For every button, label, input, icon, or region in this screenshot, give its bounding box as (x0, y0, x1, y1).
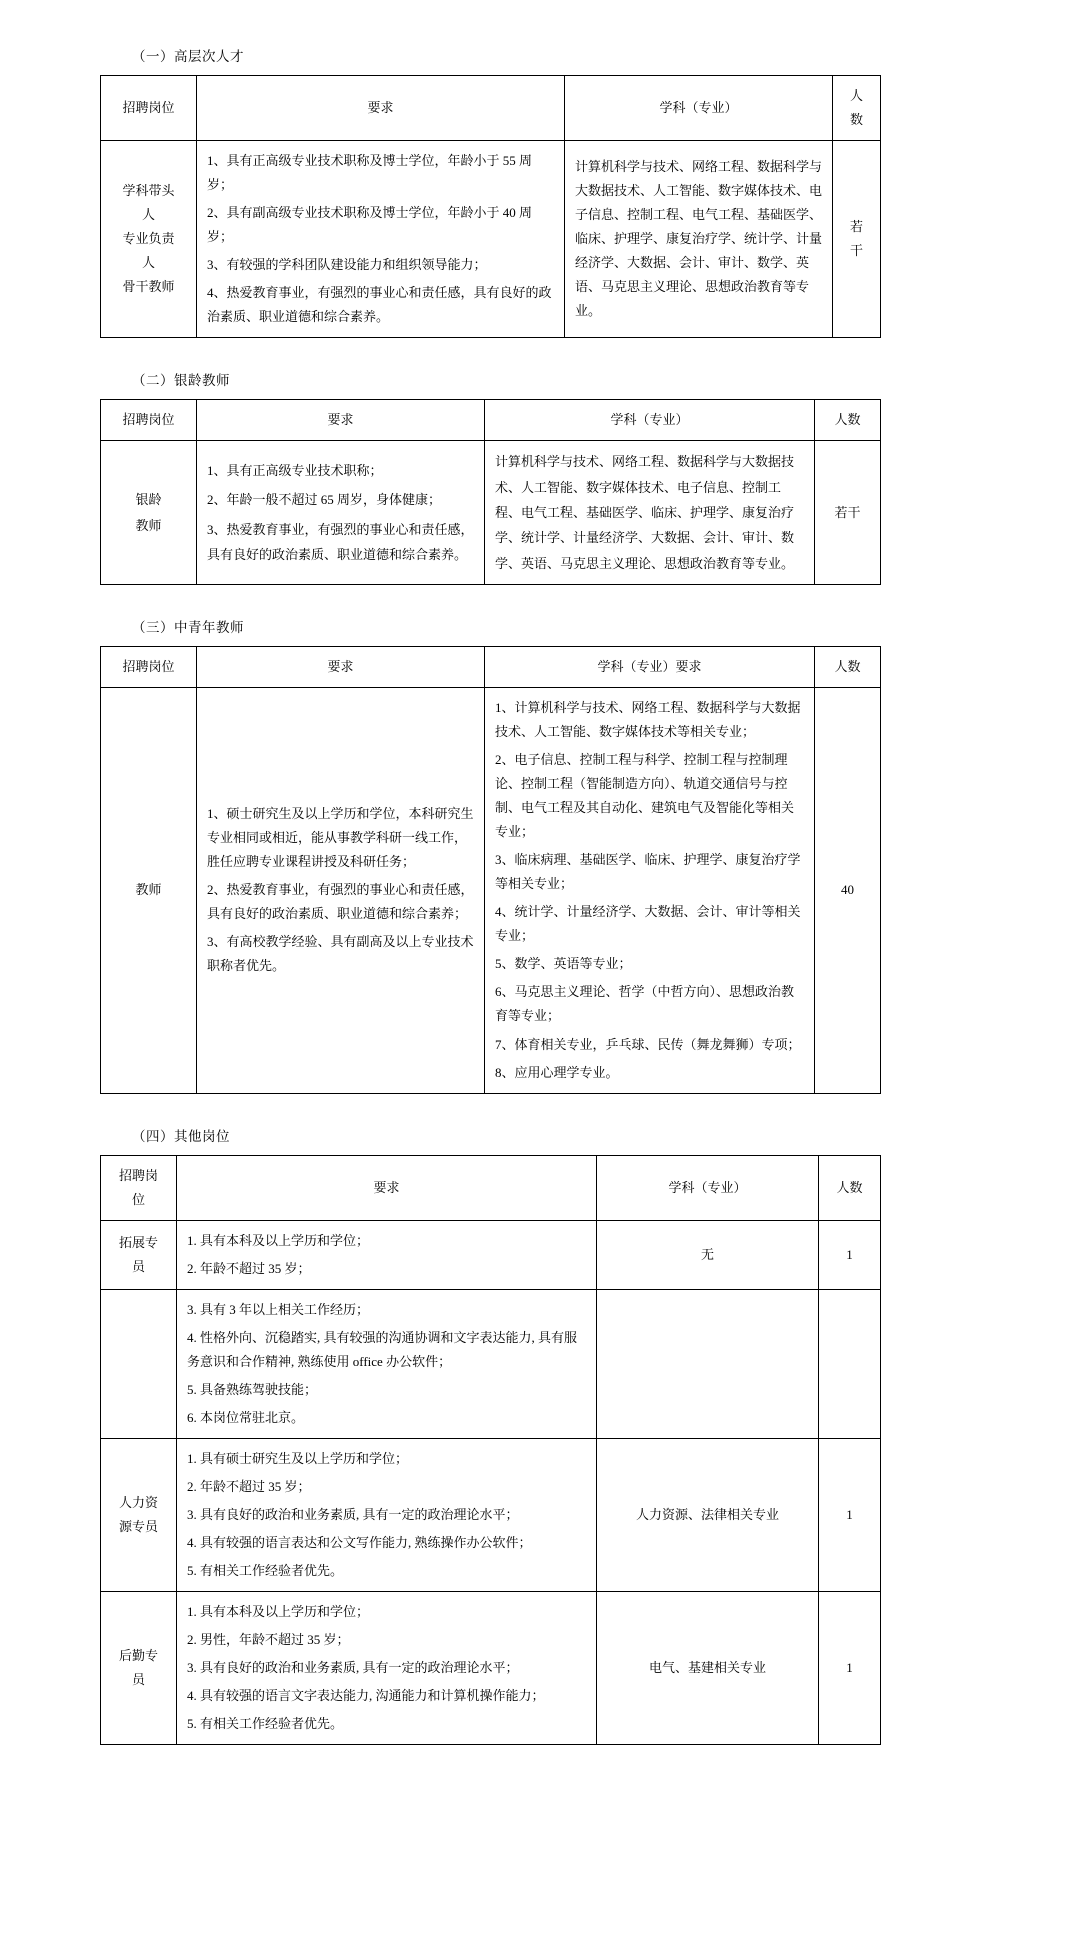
major-item: 5、数学、英语等专业； (495, 956, 632, 972)
header-count: 人数 (815, 400, 881, 441)
requirement-item: 2. 男性，年龄不超过 35 岁； (187, 1632, 350, 1648)
section-senior-teacher (100, 372, 980, 585)
other-posts-table (100, 1155, 881, 1746)
requirement-item: 5. 有相关工作经验者优先。 (187, 1563, 344, 1579)
table-header-row (101, 1155, 881, 1220)
section-high-level-talent (100, 48, 980, 338)
post-line: 源专员 (118, 1519, 158, 1535)
major-item: 7、体育相关专业，乒乓球、民传（舞龙舞狮）专项； (495, 1036, 801, 1052)
post-line: 学科带头 (122, 183, 175, 199)
count-cell (833, 140, 881, 337)
section-title: （二）银龄教师 (132, 373, 230, 389)
major-item: 8、应用心理学专业。 (495, 1064, 619, 1080)
requirements-cell (177, 1438, 597, 1591)
table-header-row (101, 646, 881, 687)
requirement-item: 2、热爱教育事业，有强烈的事业心和责任感，具有良好的政治素质、职业道德和综合素养； (207, 882, 474, 922)
count-cell: 40 (815, 687, 881, 1093)
post-cell (101, 441, 197, 585)
major-cell (485, 687, 815, 1093)
post-cell (101, 1592, 177, 1745)
post-cell (101, 1289, 177, 1438)
header-count: 人数 (819, 1155, 881, 1220)
requirement-item: 2、年龄一般不超过 65 周岁，身体健康； (207, 492, 442, 508)
header-requirements: 要求 (197, 646, 485, 687)
post-line: 员 (131, 1672, 145, 1688)
post-line: 拓展专 (118, 1234, 158, 1250)
requirement-item: 2. 年龄不超过 35 岁； (187, 1260, 311, 1276)
requirement-item: 1. 具有本科及以上学历和学位； (187, 1604, 370, 1620)
section-title: （一）高层次人才 (132, 49, 244, 64)
major-item: 1、计算机科学与技术、网络工程、数据科学与大数据技术、人工智能、数字媒体技术等相关专业； (495, 699, 801, 739)
major-item: 6、马克思主义理论、哲学（中哲方向）、思想政治教育等专业； (495, 984, 795, 1024)
header-major: 学科（专业） (485, 400, 815, 441)
requirement-item: 1、具有正高级专业技术职称； (207, 462, 383, 478)
table-row (101, 1592, 881, 1745)
post-line: 专业负责 (122, 231, 175, 247)
requirement-item: 6. 本岗位常驻北京。 (187, 1409, 305, 1425)
count-cell: 1 (819, 1438, 881, 1591)
table-row (101, 1289, 881, 1438)
requirements-cell (197, 140, 565, 337)
header-post (101, 1155, 177, 1220)
requirement-item: 1、具有正高级专业技术职称及博士学位，年龄小于 55 周岁； (207, 152, 533, 193)
talent-table (100, 75, 881, 338)
header-count: 人数 (815, 646, 881, 687)
requirement-item: 4. 性格外向、沉稳踏实, 具有较强的沟通协调和文字表达能力, 具有服务意识和合作精神, 熟练使用 office 办公软件； (187, 1329, 578, 1369)
requirement-item: 3、有较强的学科团队建设能力和组织领导能力； (207, 257, 487, 273)
major-cell: 人力资源、法律相关专业 (597, 1438, 819, 1591)
post-line: 后勤专 (118, 1648, 158, 1664)
header-requirements: 要求 (177, 1155, 597, 1220)
requirements-cell (177, 1220, 597, 1289)
major-item: 4、统计学、计量经济学、大数据、会计、审计等相关专业； (495, 904, 801, 944)
header-post-line1: 招聘岗 (118, 1167, 158, 1183)
requirements-cell (197, 687, 485, 1093)
major-item: 3、临床病理、基础医学、临床、护理学、康复治疗学等相关专业； (495, 852, 801, 892)
post-cell (101, 1438, 177, 1591)
section-title: （三）中青年教师 (132, 619, 244, 635)
major-cell: 无 (597, 1220, 819, 1289)
post-line: 人 (141, 255, 155, 271)
requirements-cell (177, 1289, 597, 1438)
header-count-line2: 数 (849, 111, 863, 127)
header-post: 招聘岗位 (101, 400, 197, 441)
post-line: 员 (131, 1258, 145, 1274)
post-line: 人 (141, 207, 155, 223)
requirement-item: 4. 具有较强的语言表达和公文写作能力, 熟练操作办公软件； (187, 1535, 532, 1551)
major-cell: 计算机科学与技术、网络工程、数据科学与大数据技术、人工智能、数字媒体技术、电子信息、控制工程、电气工程、基础医学、临床、护理学、康复治疗学、统计学、计量经济学、大数据、会计、审计、数学、英语、马克思主义理论、思想政治教育等专业。 (565, 140, 833, 337)
section-title: （四）其他岗位 (132, 1128, 230, 1144)
requirement-item: 5. 具备熟练驾驶技能； (187, 1381, 318, 1397)
requirement-item: 3. 具有良好的政治和业务素质, 具有一定的政治理论水平； (187, 1507, 519, 1523)
section-other-posts (100, 1128, 980, 1746)
count-cell: 1 (819, 1220, 881, 1289)
header-major: 学科（专业） (597, 1155, 819, 1220)
table-row (101, 1438, 881, 1591)
post-cell: 教师 (101, 687, 197, 1093)
header-post: 招聘岗位 (101, 75, 197, 140)
count-cell (819, 1289, 881, 1438)
major-cell: 计算机科学与技术、网络工程、数据科学与大数据技术、人工智能、数字媒体技术、电子信息、控制工程、电气工程、基础医学、临床、护理学、康复治疗学、统计学、计量经济学、大数据、会计、审计、数学、英语、马克思主义理论、思想政治教育等专业。 (485, 441, 815, 585)
requirement-item: 3. 具有良好的政治和业务素质, 具有一定的政治理论水平； (187, 1660, 519, 1676)
table-row (101, 441, 881, 585)
requirement-item: 3、有高校教学经验、具有副高及以上专业技术职称者优先。 (207, 934, 474, 974)
post-line: 银龄 (135, 492, 162, 508)
header-major: 学科（专业） (565, 75, 833, 140)
requirements-cell (177, 1592, 597, 1745)
table-row (101, 1220, 881, 1289)
post-line: 教师 (135, 517, 162, 533)
section-young-teacher (100, 619, 980, 1094)
requirement-item: 1. 具有本科及以上学历和学位； (187, 1232, 370, 1248)
requirement-item: 2、具有副高级专业技术职称及博士学位，年龄小于 40 周岁； (207, 205, 533, 245)
young-teacher-table (100, 646, 881, 1094)
requirement-item: 5. 有相关工作经验者优先。 (187, 1716, 344, 1732)
count-cell: 若干 (815, 441, 881, 585)
post-line: 骨干教师 (122, 279, 175, 295)
header-post: 招聘岗位 (101, 646, 197, 687)
requirements-cell (197, 441, 485, 585)
table-header-row (101, 75, 881, 140)
requirement-item: 4. 具有较强的语言文字表达能力, 沟通能力和计算机操作能力； (187, 1688, 545, 1704)
table-row (101, 140, 881, 337)
major-cell (597, 1289, 819, 1438)
header-requirements: 要求 (197, 400, 485, 441)
requirement-item: 1. 具有硕士研究生及以上学历和学位； (187, 1450, 409, 1466)
requirement-item: 3. 具有 3 年以上相关工作经历； (187, 1301, 370, 1317)
header-requirements: 要求 (197, 75, 565, 140)
post-line: 人力资 (118, 1494, 158, 1510)
post-cell (101, 1220, 177, 1289)
major-item: 2、电子信息、控制工程与科学、控制工程与控制理论、控制工程（智能制造方向）、轨道交通信号与控制、电气工程及其自动化、建筑电气及智能化等相关专业； (495, 752, 795, 840)
requirement-item: 1、硕士研究生及以上学历和学位，本科研究生专业相同或相近，能从事教学科研一线工作，胜任应聘专业课程讲授及科研任务； (207, 806, 474, 870)
count-cell: 1 (819, 1592, 881, 1745)
senior-teacher-table (100, 399, 881, 585)
header-count-line1: 人 (849, 87, 863, 103)
table-row (101, 687, 881, 1093)
requirement-item: 3、热爱教育事业，有强烈的事业心和责任感，具有良好的政治素质、职业道德和综合素养。 (207, 521, 474, 562)
header-count (833, 75, 881, 140)
requirement-item: 4、热爱教育事业，有强烈的事业心和责任感，具有良好的政治素质、职业道德和综合素养。 (207, 285, 552, 325)
major-cell: 电气、基建相关专业 (597, 1592, 819, 1745)
requirement-item: 2. 年龄不超过 35 岁； (187, 1478, 311, 1494)
table-header-row (101, 400, 881, 441)
post-cell (101, 140, 197, 337)
header-major: 学科（专业）要求 (485, 646, 815, 687)
header-post-line2: 位 (131, 1191, 145, 1207)
count-line: 若 (849, 219, 863, 235)
count-line: 干 (849, 243, 863, 259)
